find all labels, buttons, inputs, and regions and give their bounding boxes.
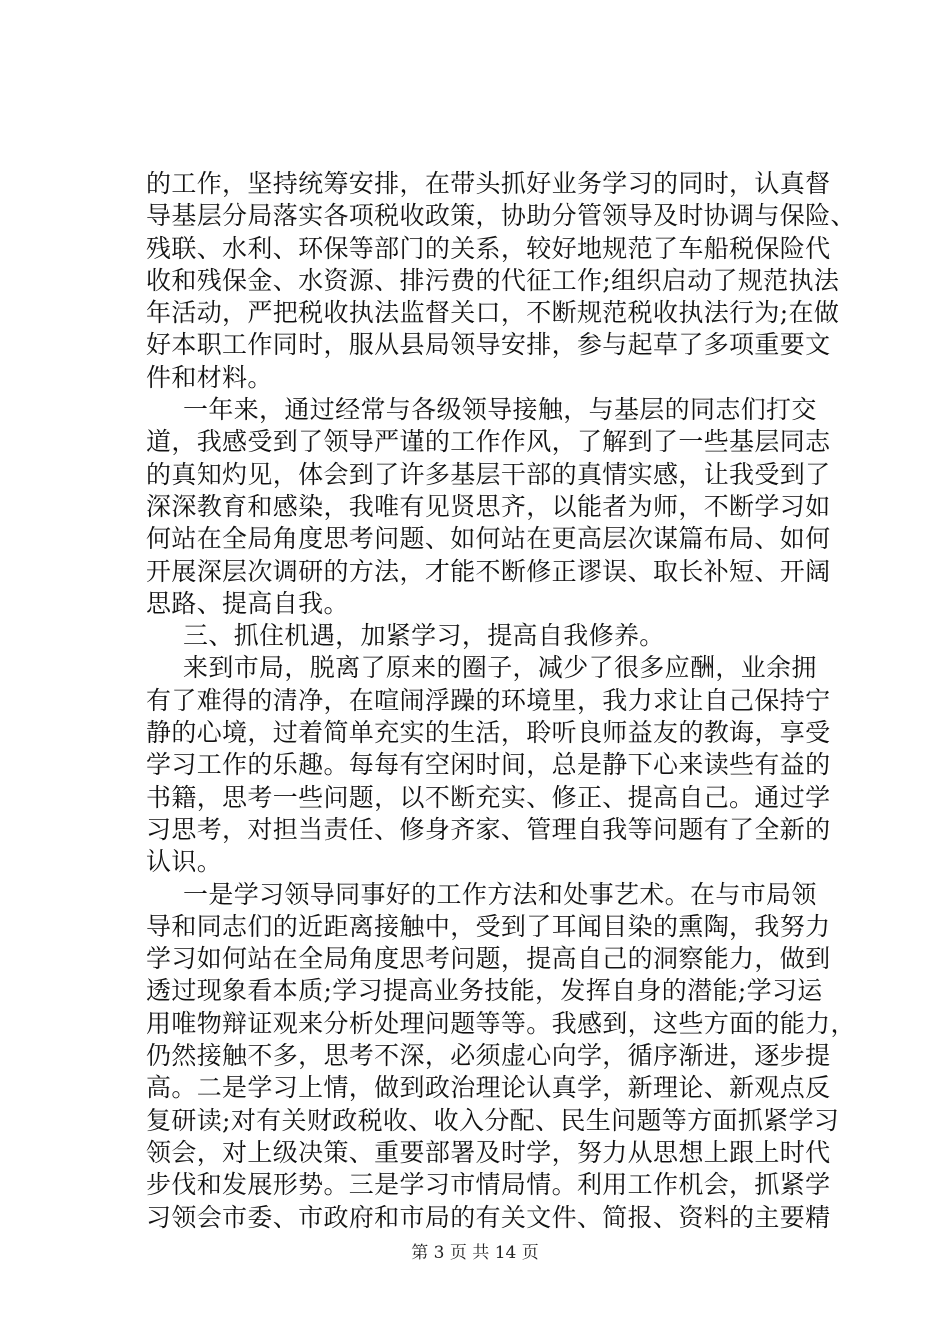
text-line: 认识。 — [146, 847, 223, 877]
text-line: 书籍，思考一些问题，以不断充实、修正、提高自己。通过学 — [146, 782, 831, 812]
text-line: 何站在全局角度思考问题、如何站在更高层次谋篇布局、如何 — [146, 524, 831, 554]
text-line: 开展深层次调研的方法，才能不断修正谬误、取长补短、开阔 — [146, 556, 831, 586]
text-line: 深深教育和感染，我唯有见贤思齐，以能者为师，不断学习如 — [146, 491, 831, 521]
text-line: 有了难得的清净，在喧闹浮躁的环境里，我力求让自己保持宁 — [146, 685, 831, 715]
text-line: 透过现象看本质;学习提高业务技能，发挥自身的潜能;学习运 — [146, 976, 823, 1006]
text-line: 高。二是学习上情，做到政治理论认真学，新理论、新观点反 — [146, 1073, 831, 1103]
text-line: 静的心境，过着简单充实的生活，聆听良师益友的教诲，享受 — [146, 718, 831, 748]
paragraph-first-line: 一是学习领导同事好的工作方法和处事艺术。在与市局领 — [183, 879, 817, 909]
text-line: 复研读;对有关财政税收、收入分配、民生问题等方面抓紧学习 — [146, 1105, 840, 1135]
text-line: 用唯物辩证观来分析处理问题等等。我感到，这些方面的能力， — [146, 1008, 856, 1038]
text-line: 残联、水利、环保等部门的关系，较好地规范了车船税保险代 — [146, 233, 831, 263]
text-line: 习思考，对担当责任、修身齐家、管理自我等问题有了全新的 — [146, 814, 831, 844]
section-heading: 三、抓住机遇，加紧学习，提高自我修养。 — [183, 621, 665, 651]
text-line: 思路、提高自我。 — [146, 588, 349, 618]
text-line: 学习如何站在全局角度思考问题，提高自己的洞察能力，做到 — [146, 944, 831, 974]
paragraph-first-line: 一年来，通过经常与各级领导接触，与基层的同志们打交 — [183, 395, 817, 425]
document-body — [146, 168, 856, 1234]
text-line: 学习工作的乐趣。每每有空闲时间，总是静下心来读些有益的 — [146, 750, 831, 780]
text-line: 领会，对上级决策、重要部署及时学，努力从思想上跟上时代 — [146, 1137, 831, 1167]
text-line: 步伐和发展形势。三是学习市情局情。利用工作机会，抓紧学 — [146, 1170, 831, 1200]
text-line: 件和材料。 — [146, 362, 273, 392]
text-line: 导和同志们的近距离接触中，受到了耳闻目染的熏陶，我努力 — [146, 911, 831, 941]
page-number-footer: 第 3 页 共 14 页 — [411, 1243, 539, 1263]
text-line: 道，我感受到了领导严谨的工作作风，了解到了一些基层同志 — [146, 427, 831, 457]
text-line: 收和残保金、水资源、排污费的代征工作;组织启动了规范执法 — [146, 265, 840, 295]
paragraph-first-line: 来到市局，脱离了原来的圈子，减少了很多应酬，业余拥 — [183, 653, 817, 683]
text-line: 年活动，严把税收执法监督关口，不断规范税收执法行为;在做 — [146, 298, 840, 328]
text-line: 导基层分局落实各项税收政策，协助分管领导及时协调与保险、 — [146, 201, 856, 231]
text-line: 的真知灼见，体会到了许多基层干部的真情实感，让我受到了 — [146, 459, 831, 489]
text-line: 的工作，坚持统筹安排，在带头抓好业务学习的同时，认真督 — [146, 169, 831, 198]
text-line: 习领会市委、市政府和市局的有关文件、简报、资料的主要精 — [146, 1202, 831, 1232]
text-line: 好本职工作同时，服从县局领导安排，参与起草了多项重要文 — [146, 330, 831, 360]
text-line: 仍然接触不多，思考不深，必须虚心向学，循序渐进，逐步提 — [146, 1041, 831, 1071]
